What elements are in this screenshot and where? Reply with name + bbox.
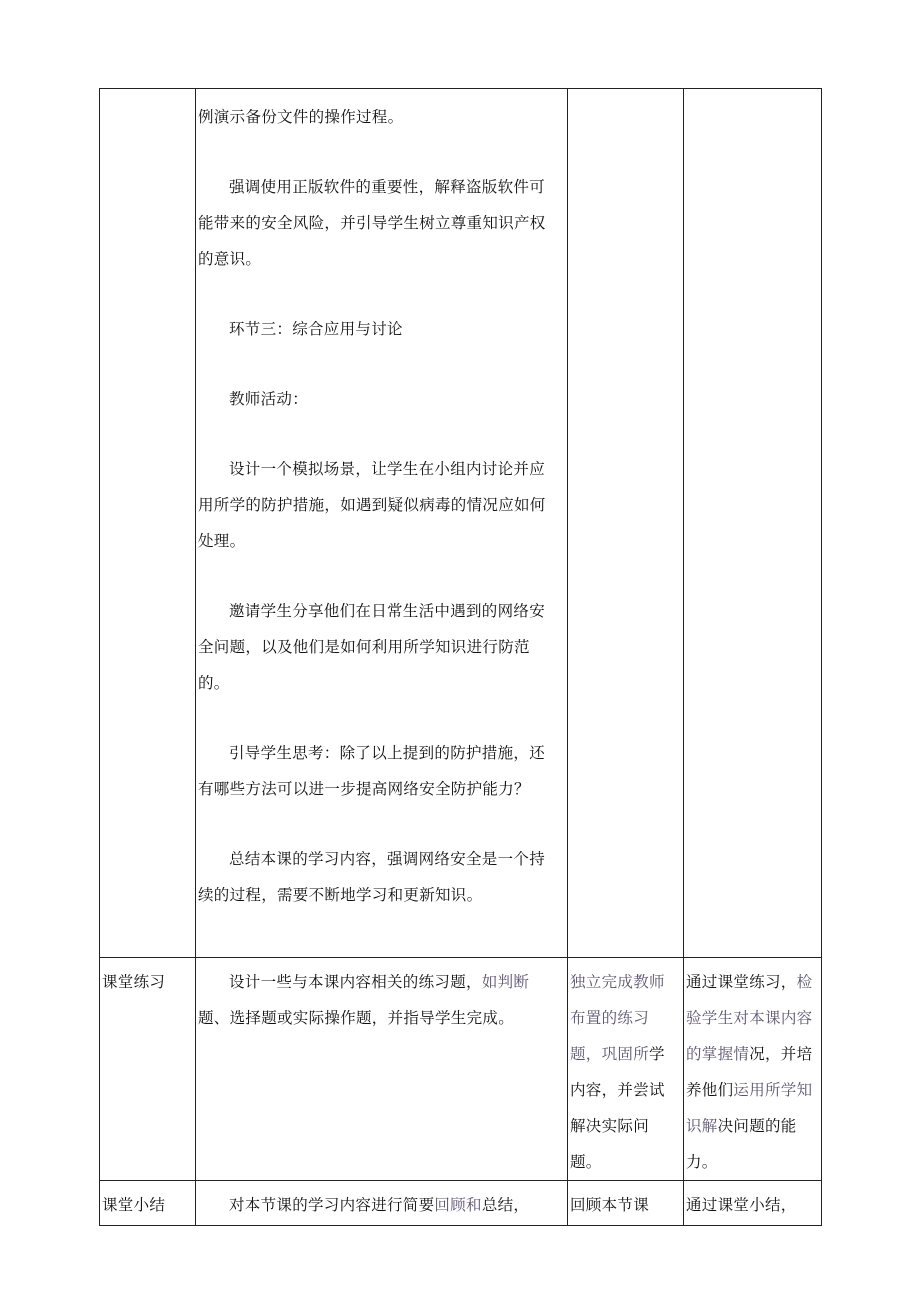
student-activity-cell-practice [568, 958, 684, 1181]
paragraph-gap [198, 277, 559, 311]
paragraph-gap [198, 559, 559, 593]
student-activity-cell-summary [568, 1181, 684, 1226]
teacher-activity-paragraph: 设计一个模拟场景，让学生在小组内讨论并应用所学的防护措施，如遇到疑似病毒的情况应如何处理。 [198, 460, 546, 550]
paragraph-gap [198, 701, 559, 735]
paragraph-gap [198, 807, 559, 841]
teacher-activity-paragraph: 引导学生思考：除了以上提到的防护措施，还有哪些方法可以进一步提高网络安全防护能力？ [198, 744, 546, 798]
design-intent-text-e: 运用所学知识解 [686, 1081, 813, 1135]
teacher-activity-paragraph: 环节三：综合应用与讨论 [229, 320, 403, 338]
table-row-continuation [100, 89, 822, 958]
stage-cell-empty [100, 89, 196, 958]
paragraph-gap [198, 417, 559, 451]
student-activity-text-b: 学内容，并尝试解决实际问题。 [570, 1045, 665, 1171]
design-intent-text-c: 内容的掌握情 [686, 1009, 813, 1063]
teacher-activity-cell-summary [196, 1181, 568, 1226]
stage-cell-practice [100, 958, 196, 1181]
design-intent-cell-empty [684, 89, 822, 958]
paragraph-gap [198, 347, 559, 381]
design-intent-text-d: 况，并培养他们 [686, 1045, 813, 1099]
teacher-activity-cell-practice [196, 958, 568, 1181]
teacher-activity-text: 对本节课的学习内容进行简要回顾和总结， [229, 1196, 530, 1214]
student-activity-text-a: 独立完成教师布置的练习题，巩固所 [570, 973, 665, 1063]
stage-label: 课堂练习 [102, 973, 166, 991]
stage-label: 课堂小结 [102, 1196, 166, 1214]
teacher-activity-paragraph: 邀请学生分享他们在日常生活中遇到的网络安全问题，以及他们是如何利用所学知识进行防范的。 [198, 602, 546, 692]
student-activity-cell-empty [568, 89, 684, 958]
design-intent-text-f: 决问题的能力。 [686, 1117, 797, 1171]
design-intent-text-a: 通过课堂练习， [686, 973, 797, 991]
teacher-activity-text: 设计一些与本课内容相关的练习题，如判断题、选择题或实际操作题，并指导学生完成。 [198, 973, 530, 1027]
table-row-summary [100, 1181, 822, 1226]
teacher-activity-paragraphs [196, 89, 567, 913]
teacher-activity-paragraph: 例演示备份文件的操作过程。 [198, 108, 404, 126]
teacher-activity-paragraph: 教师活动： [229, 390, 309, 408]
teacher-activity-paragraph: 总结本课的学习内容，强调网络安全是一个持续的过程，需要不断地学习和更新知识。 [198, 850, 546, 904]
design-intent-text: 通过课堂小结， [686, 1196, 797, 1214]
stage-cell-summary [100, 1181, 196, 1226]
teacher-activity-paragraph: 强调使用正版软件的重要性，解释盗版软件可能带来的安全风险，并引导学生树立尊重知识产权的意识。 [198, 178, 546, 268]
design-intent-cell-practice [684, 958, 822, 1181]
lesson-plan-table [99, 88, 822, 1226]
student-activity-text: 回顾本节课 [570, 1196, 650, 1214]
design-intent-cell-summary [684, 1181, 822, 1226]
table-row-practice [100, 958, 822, 1181]
paragraph-gap [198, 135, 559, 169]
design-intent-text-b: 检验学生对本课 [686, 973, 813, 1027]
teacher-activity-cell [196, 89, 568, 958]
